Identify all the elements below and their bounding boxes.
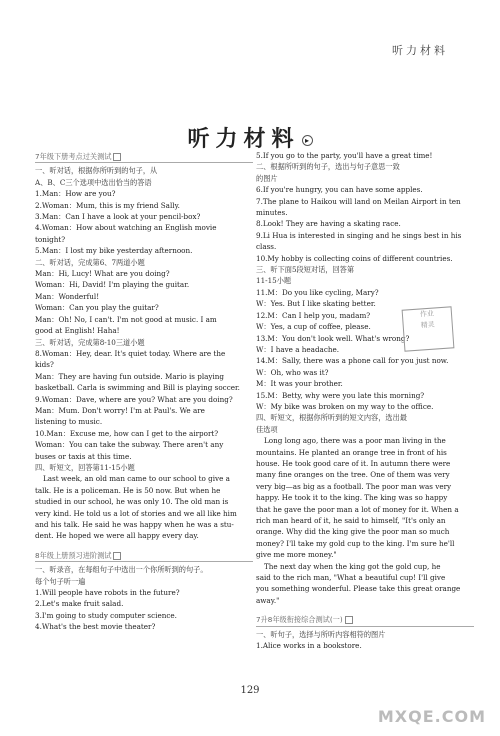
text-line: W：Oh, who was it? <box>256 367 329 377</box>
text-line: minutes. <box>256 208 288 218</box>
text-line: W：Yes. But I like skating better. <box>256 299 376 309</box>
text-line: Man：Mum. Don't worry! I'm at Paul's. We are <box>35 405 205 415</box>
text-line: Long long ago, there was a poor man living in the <box>264 436 446 446</box>
text-line: 每个句子听一遍 <box>35 576 86 586</box>
text-line: Man：They are having fun outside. Mario is playing <box>35 371 225 381</box>
section-heading: 7升8年级衔接综合测试(一) <box>256 614 474 626</box>
text-line: 四、听短文，回答第11-15小题 <box>35 462 135 472</box>
text-line: 三、听对话，完成第8-10三道小题 <box>35 337 145 347</box>
text-line: 二、听对话，完成第6、7两道小题 <box>35 257 145 267</box>
text-line: Woman：Hi, David! I'm playing the guitar. <box>35 280 190 290</box>
text-line: 2.Let's make fruit salad. <box>35 599 124 609</box>
text-line: kids? <box>35 360 54 370</box>
text-line: The next day when the king got the gold cup, he <box>264 561 441 571</box>
text-line: 11-15小题 <box>256 276 292 286</box>
left-column <box>35 150 253 633</box>
text-line: talk. He is a policeman. He is 50 now. But when he <box>35 485 221 495</box>
text-line: 1.Man：How are you? <box>35 189 116 199</box>
watermark: MXQE.COM <box>377 707 486 726</box>
text-line: 10.Man：Excuse me, how can I get to the airport? <box>35 428 219 438</box>
text-line: class. <box>256 242 277 252</box>
text-line: 12.M：Can I help you, madam? <box>256 310 371 320</box>
text-line: 4.Woman：How about watching an English movie <box>35 223 217 233</box>
text-line: 10.My hobby is collecting coins of different countries. <box>256 253 453 263</box>
text-line: 5.Man：I lost my bike yesterday afternoon. <box>35 246 193 256</box>
stamp-line: 精灵 <box>420 320 435 330</box>
text-line: tonight? <box>35 234 66 244</box>
text-line: 6.If you're hungry, you can have some apples. <box>256 185 423 195</box>
text-line: 7.The plane to Haikou will land on Meilan Airport in ten <box>256 196 461 206</box>
text-line: studied in our school, he was only 10. The old man is <box>35 497 229 507</box>
text-line: very big—as big as a football. The poor man was very <box>256 481 452 491</box>
checkbox-icon <box>345 616 353 624</box>
text-line: buses or taxis at this time. <box>35 451 132 461</box>
text-line: house. He took good care of it. In autumn there were <box>256 458 451 468</box>
text-line: 8.Woman：Hey, dear. It's quiet today. Where are the <box>35 348 226 358</box>
text-line: 的图片 <box>256 173 278 183</box>
text-line: mountains. He planted an orange tree in front of his <box>256 447 447 457</box>
text-line: 2.Woman：Mum, this is my friend Sally. <box>35 200 180 210</box>
page-title-text: 听力材料 <box>187 127 300 152</box>
text-line: Woman：Can you play the guitar? <box>35 303 159 313</box>
text-line: W：I have a headache. <box>256 344 340 354</box>
homework-stamp <box>402 306 455 351</box>
stamp-line: 作业 <box>419 309 435 319</box>
text-line: 三、听下面5段短对话，回答第 <box>256 265 355 275</box>
text-line: rich man heard of it, he said to himself, "It's only an <box>256 516 446 525</box>
text-line: 8.Look! They are having a skating race. <box>256 219 401 229</box>
checkbox-icon <box>113 153 121 161</box>
checkbox-icon <box>113 552 121 560</box>
text-line: 4.What's the best movie theater? <box>35 622 156 632</box>
text-line: 14.M：Sally, there was a phone call for you just now. <box>256 356 449 366</box>
text-line: that he gave the poor man a lot of money for it. When a <box>256 504 459 514</box>
text-line: good at English! Haha! <box>35 326 120 336</box>
text-line: W：Yes, a cup of coffee, please. <box>256 322 371 332</box>
text-line: you something wonderful. Please take this great orange <box>256 584 461 594</box>
right-column <box>256 150 474 651</box>
text-line: A、B、C三个选项中选出恰当的答语 <box>35 177 152 187</box>
text-line: money? I'll take my gold cup to the king. I'm sure he'll <box>256 538 455 548</box>
text-line: listening to music. <box>35 417 103 427</box>
text-line: W：My bike was broken on my way to the office. <box>256 401 434 411</box>
text-line: give me more money." <box>256 550 337 560</box>
text-line: away." <box>256 595 280 605</box>
text-line: 11.M：Do you like cycling, Mary? <box>256 287 379 297</box>
audio-icon: ▸ <box>302 135 313 146</box>
text-line: happy. He took it to the king. The king was so happy <box>256 493 448 503</box>
text-line: 二、根据所听到的句子，选出与句子意思一致 <box>256 162 400 172</box>
text-line: Last week, an old man came to our school to give a <box>43 474 230 484</box>
text-line: orange. Why did the king give the poor man so much <box>256 527 450 537</box>
text-line: 5.If you go to the party, you'll have a great time! <box>256 151 433 160</box>
text-line: and his talk. He said he was happy when he was a stu- <box>35 520 234 529</box>
text-line: 一、听对话，根据你所听到的句子，从 <box>35 166 158 176</box>
text-line: 13.M：You don't look well. What's wrong? <box>256 333 410 343</box>
text-line: 四、听短文，根据你所听到的短文内容，选出最 <box>256 413 407 423</box>
text-line: 9.Li Hua is interested in singing and he sings best in his <box>256 230 462 240</box>
text-line: basketball. Carla is swimming and Bill is playing soccer. <box>35 383 240 393</box>
text-line: Man：Hi, Lucy! What are you doing? <box>35 269 170 279</box>
text-line: 3.I'm going to study computer science. <box>35 610 177 620</box>
text-line: dent. He hoped we were all happy every day. <box>35 531 199 541</box>
text-line: 一、听录音，在每组句子中选出一个你所听到的句子。 <box>35 565 208 575</box>
running-header: 听力材料 <box>392 44 448 57</box>
text-line: 一、听句子，选择与所听内容相符的图片 <box>256 629 386 639</box>
text-line: M：It was your brother. <box>256 379 343 389</box>
text-line: 1.Will people have robots in the future? <box>35 588 180 598</box>
text-line: 3.Man：Can I have a look at your pencil-box? <box>35 212 201 222</box>
text-line: 佳选项 <box>256 424 278 434</box>
text-line: 9.Woman：Dave, where are you? What are you doing? <box>35 394 233 404</box>
page-number: 129 <box>240 685 260 696</box>
text-line: 15.M：Betty, why were you late this morning? <box>256 390 425 400</box>
text-line: said to the rich man, "What a beautiful cup! I'll give <box>256 573 446 583</box>
text-line: Man：Wonderful! <box>35 291 100 301</box>
text-line: Woman：You can take the subway. There aren't any <box>35 440 224 450</box>
text-line: many fine oranges on the tree. One of them was very <box>256 470 450 480</box>
text-line: 1.Alice works in a bookstore. <box>256 641 362 651</box>
text-line: very kind. He told us a lot of stories and we all like him <box>35 508 237 518</box>
text-line: Man：Oh! No, I can't. I'm not good at music. I am <box>35 314 217 324</box>
page-title <box>0 122 500 153</box>
section-heading: 8年级上册预习进阶测试 <box>35 550 253 562</box>
section-heading: 7年级下册考点过关测试 <box>35 151 253 163</box>
